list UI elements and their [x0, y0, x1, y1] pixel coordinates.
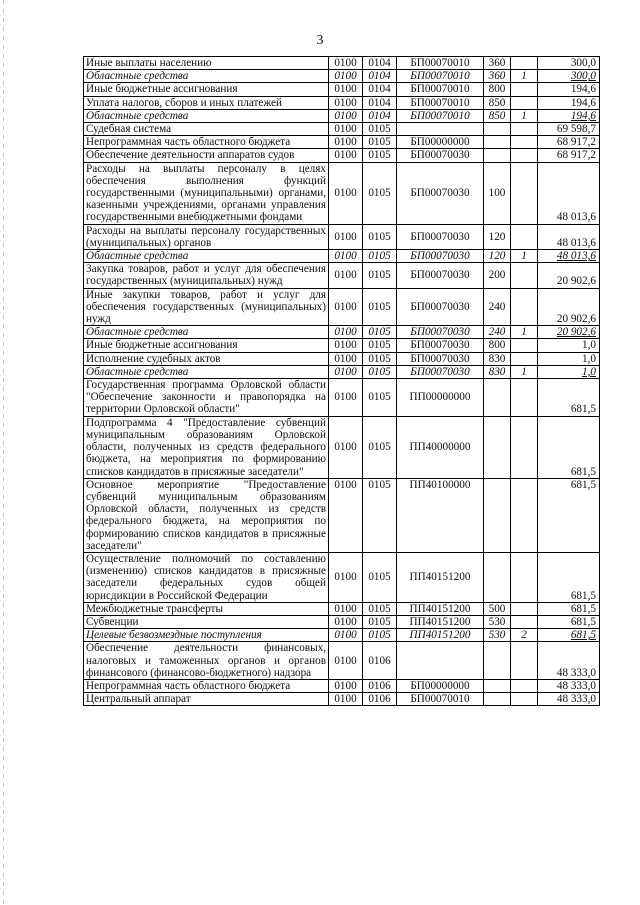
- row-name: Иные выплаты населению: [84, 57, 329, 70]
- table-row: [84, 57, 600, 70]
- amount: 48 013,6: [538, 250, 600, 263]
- amount: 20 902,6: [538, 288, 600, 326]
- row-name: Областные средства: [84, 365, 329, 378]
- section-code: 0100: [329, 552, 363, 602]
- expense-type-code: [484, 552, 511, 602]
- expense-type-code: 200: [484, 263, 511, 288]
- table-row: [84, 83, 600, 96]
- funding-source-code: [511, 352, 538, 365]
- amount: 48 013,6: [538, 224, 600, 249]
- subsection-code: 0105: [363, 136, 397, 149]
- target-article-code: БП00070030: [397, 288, 484, 326]
- section-code: 0100: [329, 96, 363, 109]
- section-code: 0100: [329, 70, 363, 83]
- table-row: [84, 136, 600, 149]
- target-article-code: БП00070010: [397, 96, 484, 109]
- amount: 681,5: [538, 615, 600, 628]
- funding-source-code: 1: [511, 365, 538, 378]
- expense-type-code: 800: [484, 83, 511, 96]
- amount: 681,5: [538, 552, 600, 602]
- expense-type-code: 120: [484, 250, 511, 263]
- section-code: 0100: [329, 352, 363, 365]
- section-code: 0100: [329, 83, 363, 96]
- funding-source-code: 1: [511, 70, 538, 83]
- funding-source-code: [511, 416, 538, 478]
- table-row: [84, 326, 600, 339]
- section-code: 0100: [329, 379, 363, 417]
- subsection-code: 0106: [363, 642, 397, 680]
- target-article-code: БП00070010: [397, 57, 484, 70]
- expense-type-code: 530: [484, 629, 511, 642]
- funding-source-code: [511, 263, 538, 288]
- row-name: Областные средства: [84, 326, 329, 339]
- row-name: Областные средства: [84, 109, 329, 122]
- funding-source-code: [511, 162, 538, 224]
- expense-type-code: [484, 149, 511, 162]
- table-row: [84, 149, 600, 162]
- funding-source-code: [511, 379, 538, 417]
- funding-source-code: 1: [511, 326, 538, 339]
- amount: 681,5: [538, 416, 600, 478]
- subsection-code: 0104: [363, 70, 397, 83]
- funding-source-code: [511, 288, 538, 326]
- expense-type-code: [484, 478, 511, 552]
- funding-source-code: [511, 615, 538, 628]
- section-code: 0100: [329, 416, 363, 478]
- expense-type-code: [484, 693, 511, 706]
- table-row: [84, 288, 600, 326]
- subsection-code: 0105: [363, 250, 397, 263]
- table-row: [84, 679, 600, 692]
- funding-source-code: [511, 478, 538, 552]
- row-name: Уплата налогов, сборов и иных платежей: [84, 96, 329, 109]
- subsection-code: 0105: [363, 162, 397, 224]
- subsection-code: 0105: [363, 552, 397, 602]
- section-code: 0100: [329, 642, 363, 680]
- row-name: Исполнение судебных актов: [84, 352, 329, 365]
- subsection-code: 0105: [363, 602, 397, 615]
- target-article-code: БП00070010: [397, 83, 484, 96]
- funding-source-code: 1: [511, 109, 538, 122]
- row-name: Непрограммная часть областного бюджета: [84, 136, 329, 149]
- row-name: Областные средства: [84, 70, 329, 83]
- section-code: 0100: [329, 57, 363, 70]
- subsection-code: 0105: [363, 339, 397, 352]
- target-article-code: ПП40000000: [397, 416, 484, 478]
- amount: 1,0: [538, 365, 600, 378]
- scan-edge-artifact: [3, 0, 4, 905]
- funding-source-code: 2: [511, 629, 538, 642]
- funding-source-code: [511, 679, 538, 692]
- target-article-code: БП00070030: [397, 352, 484, 365]
- target-article-code: БП00000000: [397, 679, 484, 692]
- section-code: 0100: [329, 149, 363, 162]
- section-code: 0100: [329, 679, 363, 692]
- funding-source-code: [511, 602, 538, 615]
- amount: 68 917,2: [538, 136, 600, 149]
- table-row: [84, 162, 600, 224]
- table-row: [84, 339, 600, 352]
- amount: 194,6: [538, 96, 600, 109]
- amount: 194,6: [538, 83, 600, 96]
- expense-type-code: 850: [484, 109, 511, 122]
- target-article-code: БП00070030: [397, 263, 484, 288]
- target-article-code: БП00000000: [397, 136, 484, 149]
- table-row: [84, 416, 600, 478]
- subsection-code: 0105: [363, 615, 397, 628]
- section-code: 0100: [329, 136, 363, 149]
- target-article-code: ПП00000000: [397, 379, 484, 417]
- row-name: Государственная программа Орловской области "Обеспечение законности и правопорядка на территории Орловской области": [84, 379, 329, 417]
- funding-source-code: [511, 224, 538, 249]
- target-article-code: БП00070030: [397, 224, 484, 249]
- amount: 681,5: [538, 379, 600, 417]
- expense-type-code: 240: [484, 326, 511, 339]
- expense-type-code: [484, 679, 511, 692]
- expense-type-code: 500: [484, 602, 511, 615]
- target-article-code: ПП40151200: [397, 552, 484, 602]
- target-article-code: ПП40151200: [397, 629, 484, 642]
- row-name: Закупка товаров, работ и услуг для обеспечения государственных (муниципальных) нужд: [84, 263, 329, 288]
- funding-source-code: [511, 149, 538, 162]
- funding-source-code: [511, 83, 538, 96]
- expense-type-code: 530: [484, 615, 511, 628]
- amount: 1,0: [538, 352, 600, 365]
- row-name: Осуществление полномочий по составлению (изменению) списков кандидатов в присяжные заседатели федеральных судов общей юрисдикции в Российской Федерации: [84, 552, 329, 602]
- subsection-code: 0106: [363, 693, 397, 706]
- table-row: [84, 615, 600, 628]
- funding-source-code: [511, 693, 538, 706]
- row-name: Непрограммная часть областного бюджета: [84, 679, 329, 692]
- expense-type-code: 360: [484, 70, 511, 83]
- subsection-code: 0104: [363, 109, 397, 122]
- funding-source-code: [511, 339, 538, 352]
- target-article-code: БП00070010: [397, 70, 484, 83]
- funding-source-code: [511, 136, 538, 149]
- target-article-code: ПП40100000: [397, 478, 484, 552]
- funding-source-code: [511, 123, 538, 136]
- table-row: [84, 109, 600, 122]
- section-code: 0100: [329, 263, 363, 288]
- table-row: [84, 224, 600, 249]
- amount: 681,5: [538, 602, 600, 615]
- subsection-code: 0104: [363, 57, 397, 70]
- row-name: Целевые безвозмездные поступления: [84, 629, 329, 642]
- target-article-code: БП00070030: [397, 339, 484, 352]
- funding-source-code: [511, 642, 538, 680]
- target-article-code: ПП40151200: [397, 615, 484, 628]
- row-name: Основное мероприятие "Предоставление субвенций муниципальным образованиям Орловской области, полученных из средств федерального бюджета, на мероприятия по формированию списков кандидатов в присяжные заседатели": [84, 478, 329, 552]
- row-name: Обеспечение деятельности финансовых, налоговых и таможенных органов и органов финансового (финансово-бюджетного) надзора: [84, 642, 329, 680]
- table-row: [84, 602, 600, 615]
- target-article-code: БП00070030: [397, 365, 484, 378]
- section-code: 0100: [329, 602, 363, 615]
- target-article-code: БП00070030: [397, 162, 484, 224]
- amount: 194,6: [538, 109, 600, 122]
- section-code: 0100: [329, 162, 363, 224]
- amount: 68 917,2: [538, 149, 600, 162]
- row-name: Субвенции: [84, 615, 329, 628]
- expense-type-code: [484, 379, 511, 417]
- section-code: 0100: [329, 109, 363, 122]
- page-number: 3: [316, 33, 324, 48]
- amount: 48 333,0: [538, 693, 600, 706]
- table-row: [84, 642, 600, 680]
- budget-table: [83, 56, 600, 706]
- row-name: Центральный аппарат: [84, 693, 329, 706]
- row-name: Подпрограмма 4 "Предоставление субвенций муниципальным образованиям Орловской области, полученных из средств федерального бюджета, на мероприятия по формированию списков кандидатов в присяжные заседатели": [84, 416, 329, 478]
- target-article-code: БП00070030: [397, 250, 484, 263]
- section-code: 0100: [329, 250, 363, 263]
- subsection-code: 0104: [363, 83, 397, 96]
- funding-source-code: [511, 96, 538, 109]
- table-row: [84, 70, 600, 83]
- target-article-code: [397, 642, 484, 680]
- subsection-code: 0105: [363, 416, 397, 478]
- expense-type-code: 800: [484, 339, 511, 352]
- subsection-code: 0105: [363, 478, 397, 552]
- subsection-code: 0104: [363, 96, 397, 109]
- subsection-code: 0105: [363, 123, 397, 136]
- subsection-code: 0105: [363, 224, 397, 249]
- expense-type-code: 850: [484, 96, 511, 109]
- amount: 1,0: [538, 339, 600, 352]
- table-row: [84, 352, 600, 365]
- table-row: [84, 263, 600, 288]
- amount: 20 902,6: [538, 263, 600, 288]
- section-code: 0100: [329, 123, 363, 136]
- expense-type-code: [484, 642, 511, 680]
- row-name: Расходы на выплаты персоналу в целях обеспечения выполнения функций государственными (муниципальными) органами, казенными учреждениями, органами управления государственными внебюджетными фондами: [84, 162, 329, 224]
- row-name: Областные средства: [84, 250, 329, 263]
- section-code: 0100: [329, 288, 363, 326]
- subsection-code: 0105: [363, 365, 397, 378]
- subsection-code: 0105: [363, 629, 397, 642]
- table-row: [84, 250, 600, 263]
- table-row: [84, 123, 600, 136]
- expense-type-code: [484, 123, 511, 136]
- expense-type-code: 830: [484, 352, 511, 365]
- section-code: 0100: [329, 615, 363, 628]
- expense-type-code: 360: [484, 57, 511, 70]
- row-name: Расходы на выплаты персоналу государственных (муниципальных) органов: [84, 224, 329, 249]
- row-name: Иные бюджетные ассигнования: [84, 339, 329, 352]
- table-row: [84, 96, 600, 109]
- target-article-code: БП00070010: [397, 693, 484, 706]
- target-article-code: БП00070030: [397, 149, 484, 162]
- expense-type-code: [484, 136, 511, 149]
- expense-type-code: 830: [484, 365, 511, 378]
- expense-type-code: 100: [484, 162, 511, 224]
- section-code: 0100: [329, 478, 363, 552]
- row-name: Иные закупки товаров, работ и услуг для обеспечения государственных (муниципальных) нужд: [84, 288, 329, 326]
- funding-source-code: 1: [511, 250, 538, 263]
- expense-type-code: 120: [484, 224, 511, 249]
- table-row: [84, 629, 600, 642]
- row-name: Обеспечение деятельности аппаратов судов: [84, 149, 329, 162]
- budget-table-body: [84, 57, 600, 706]
- table-row: [84, 365, 600, 378]
- amount: 48 013,6: [538, 162, 600, 224]
- amount: 69 598,7: [538, 123, 600, 136]
- subsection-code: 0105: [363, 352, 397, 365]
- target-article-code: [397, 123, 484, 136]
- amount: 48 333,0: [538, 642, 600, 680]
- amount: 300,0: [538, 70, 600, 83]
- target-article-code: ПП40151200: [397, 602, 484, 615]
- section-code: 0100: [329, 629, 363, 642]
- amount: 48 333,0: [538, 679, 600, 692]
- section-code: 0100: [329, 224, 363, 249]
- subsection-code: 0105: [363, 263, 397, 288]
- table-row: [84, 693, 600, 706]
- amount: 681,5: [538, 629, 600, 642]
- target-article-code: БП00070010: [397, 109, 484, 122]
- amount: 300,0: [538, 57, 600, 70]
- section-code: 0100: [329, 693, 363, 706]
- funding-source-code: [511, 57, 538, 70]
- subsection-code: 0105: [363, 149, 397, 162]
- subsection-code: 0105: [363, 326, 397, 339]
- section-code: 0100: [329, 339, 363, 352]
- row-name: Судебная система: [84, 123, 329, 136]
- subsection-code: 0105: [363, 379, 397, 417]
- section-code: 0100: [329, 365, 363, 378]
- table-row: [84, 379, 600, 417]
- row-name: Межбюджетные трансферты: [84, 602, 329, 615]
- amount: 20 902,6: [538, 326, 600, 339]
- section-code: 0100: [329, 326, 363, 339]
- subsection-code: 0105: [363, 288, 397, 326]
- funding-source-code: [511, 552, 538, 602]
- row-name: Иные бюджетные ассигнования: [84, 83, 329, 96]
- expense-type-code: [484, 416, 511, 478]
- table-row: [84, 552, 600, 602]
- target-article-code: БП00070030: [397, 326, 484, 339]
- subsection-code: 0106: [363, 679, 397, 692]
- expense-type-code: 240: [484, 288, 511, 326]
- table-row: [84, 478, 600, 552]
- amount: 681,5: [538, 478, 600, 552]
